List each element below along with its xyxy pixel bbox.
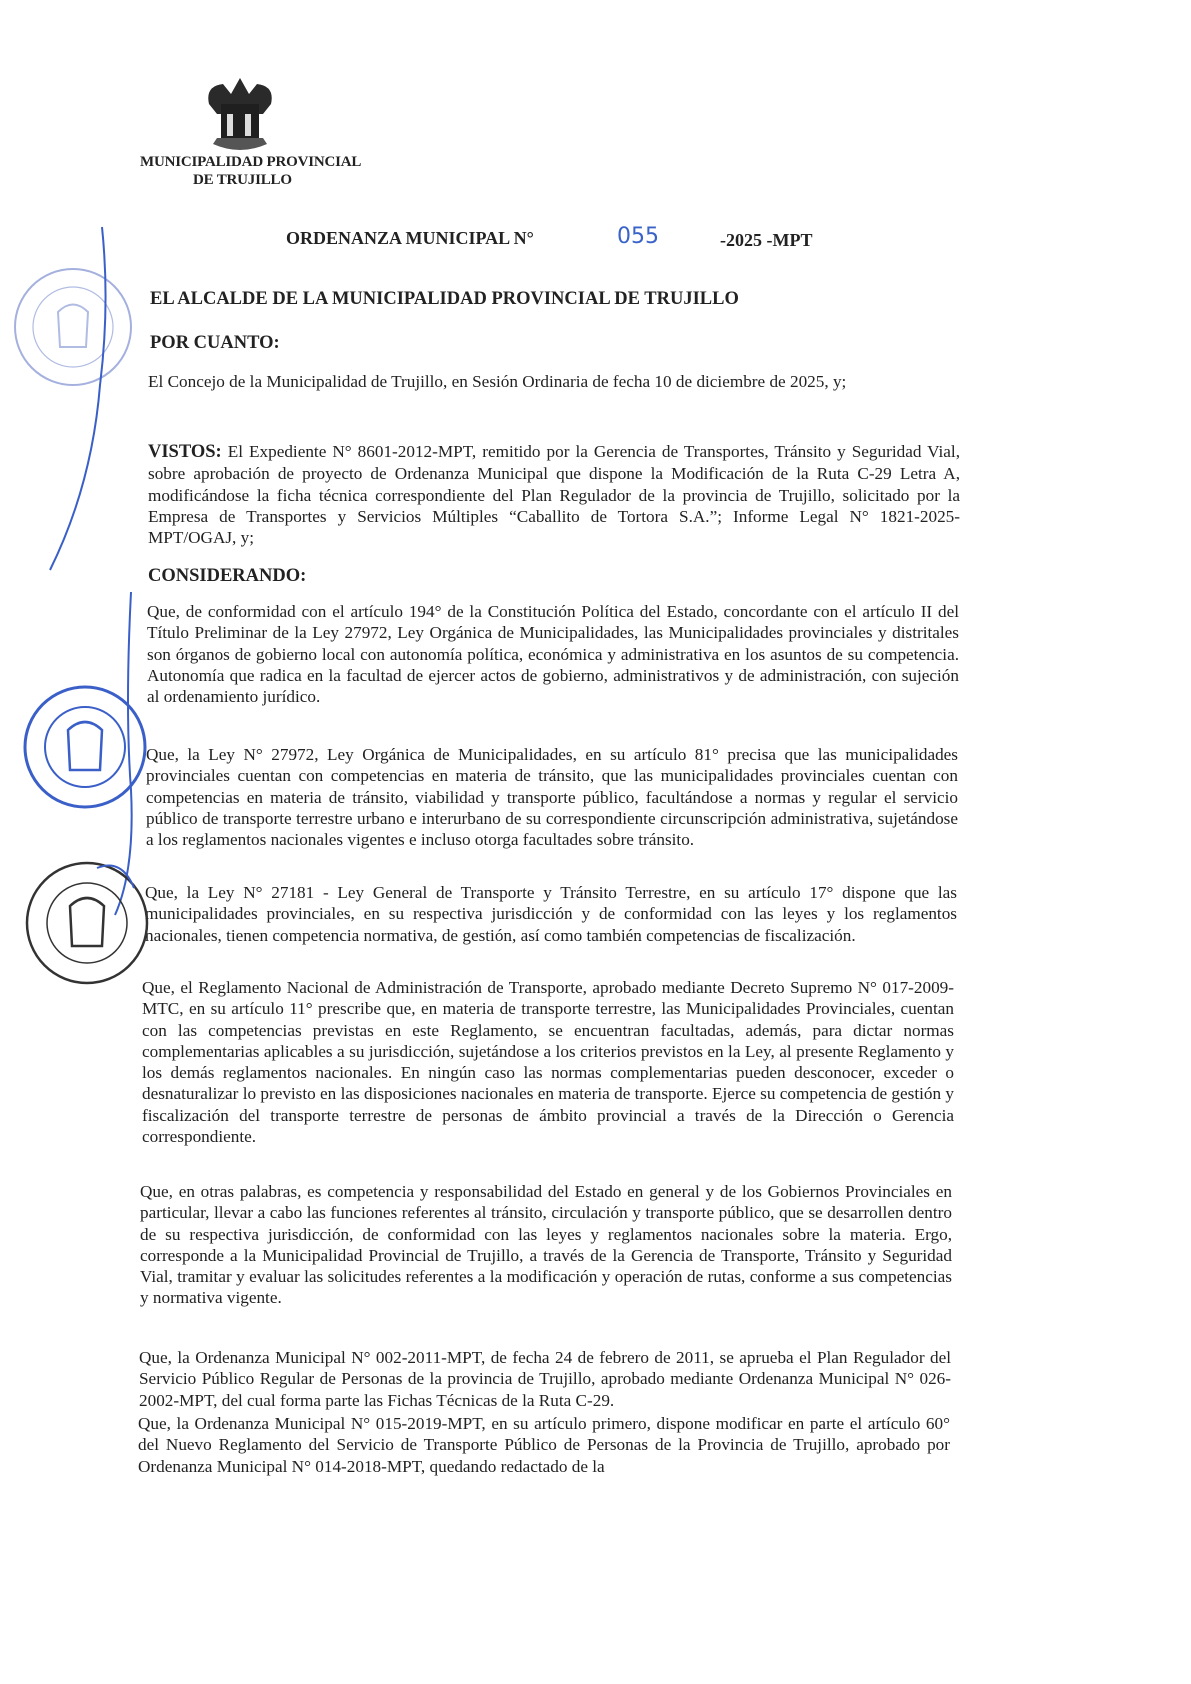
authority-heading: EL ALCALDE DE LA MUNICIPALIDAD PROVINCIAL DE TRUJILLO bbox=[150, 289, 739, 309]
considerando-paragraph: Que, el Reglamento Nacional de Administración de Transporte, aprobado mediante Decreto Supremo N° 017-2009-MTC, en su artículo 11° prescribe que, en materia de transporte terrestre, las Municipalidades Provinciales, cuentan con las competencias previstas en este Reglamento, se encuentran facultadas, además, para dictar normas complementarias aplicables a su jurisdicción, sujetándose a los criterios previstos en la Ley, al presente Reglamento y los demás reglamentos nacionales. En ningún caso las normas complementarias pueden desconocer, exceder o desnaturalizar lo previsto en las disposiciones nacionales en materia de transporte. Ejerce su competencia de gestión y fiscalización del transporte terrestre de personas de ámbito provincial a través de la Dirección o Gerencia correspondiente. bbox=[142, 978, 954, 1147]
vistos-paragraph bbox=[148, 441, 960, 548]
por-cuanto-text: El Concejo de la Municipalidad de Trujillo, en Sesión Ordinaria de fecha 10 de diciembre de 2025, y; bbox=[148, 372, 847, 391]
considerando-paragraph: Que, la Ordenanza Municipal N° 015-2019-MPT, en su artículo primero, dispone modificar en parte el artículo 60° del Nuevo Reglamento del Servicio de Transporte Público de Personas de la Provincia de Trujillo, aprobado por Ordenanza Municipal N° 014-2018-MPT, quedando redactado de la bbox=[138, 1414, 950, 1476]
vistos-label: VISTOS: bbox=[148, 442, 222, 462]
ordinance-number: 055 bbox=[617, 224, 659, 249]
asesoria-juridica-stamp bbox=[22, 858, 152, 988]
considerando-paragraph: Que, en otras palabras, es competencia y responsabilidad del Estado en general y de los Gobiernos Provinciales en particular, llevar a cabo las funciones referentes al tránsito, circulación y transporte público, que se desarrollen dentro de su respectiva jurisdicción, de conformidad con las leyes y reglamentos nacionales sobre la materia. Ergo, corresponde a la Municipalidad Provincial de Trujillo, a través de la Gerencia de Transporte, Tránsito y Seguridad Vial, tramitar y evaluar las solicitudes referentes a la modificación y operación de rutas, conforme a sus competencias y normativa vigente. bbox=[140, 1182, 952, 1308]
considerando-heading: CONSIDERANDO: bbox=[148, 566, 307, 586]
organization-name-line2: DE TRUJILLO bbox=[193, 172, 292, 188]
municipal-coat-of-arms bbox=[203, 74, 277, 154]
signature-mark bbox=[40, 225, 120, 585]
considerando-paragraph: Que, la Ordenanza Municipal N° 002-2011-MPT, de fecha 24 de febrero de 2011, se aprueba el Plan Regulador del Servicio Público Regular de Personas de la provincia de Trujillo, aprobado mediante Ordenanza Municipal N° 026-2002-MPT, del cual forma parte las Fichas Técnicas de la Ruta C-29. bbox=[139, 1348, 951, 1410]
considerando-paragraph: Que, la Ley N° 27972, Ley Orgánica de Municipalidades, en su artículo 81° precisa que las municipalidades provinciales cuentan con competencias en materia de tránsito, que las municipalidades provinciales cuentan con competencias en materia de tránsito, viabilidad y transporte público, facultándose a normas y regular el servicio público de transporte terrestre urbano e interurbano de su correspondiente circunscripción administrativa, sujetándose a los reglamentos nacionales vigentes e incluso otorga facultades sobre tránsito. bbox=[146, 745, 958, 850]
por-cuanto-heading: POR CUANTO: bbox=[150, 333, 280, 353]
organization-name-line1: MUNICIPALIDAD PROVINCIAL bbox=[140, 154, 362, 170]
considerando-paragraph: Que, la Ley N° 27181 - Ley General de Transporte y Tránsito Terrestre, en su artículo 17° dispone que las municipalidades provinciales, en su respectiva jurisdicción y de conformidad con las leyes y los reglamentos nacionales, tienen competencia normativa, de gestión, así como también competencias de fiscalización. bbox=[145, 883, 957, 945]
vistos-text: El Expediente N° 8601-2012-MPT, remitido por la Gerencia de Transportes, Tránsito y Seguridad Vial, sobre aprobación de proyecto de Ordenanza Municipal que dispone la Modificación de la Ruta C-29 Letra A, modificándose la ficha técnica correspondiente del Plan Regulador de la provincia de Trujillo, solicitado por la Empresa de Transportes y Servicios Múltiples “Caballito de Tortora S.A.”; Informe Legal N° 1821-2025-MPT/OGAJ, y; bbox=[148, 442, 960, 548]
ordinance-year-suffix: -2025 -MPT bbox=[720, 230, 813, 250]
ordinance-title: ORDENANZA MUNICIPAL N° bbox=[286, 228, 534, 248]
considerando-paragraph: Que, de conformidad con el artículo 194° de la Constitución Política del Estado, concordante con el artículo II del Título Preliminar de la Ley 27972, Ley Orgánica de Municipalidades, las Municipalidades provinciales y distritales son órganos de gobierno local con autonomía política, económica y administrativa en los asuntos de su competencia. Autonomía que radica en la facultad de ejercer actos de gobierno, administrativos y de administración, con sujeción al ordenamiento jurídico. bbox=[147, 602, 959, 707]
